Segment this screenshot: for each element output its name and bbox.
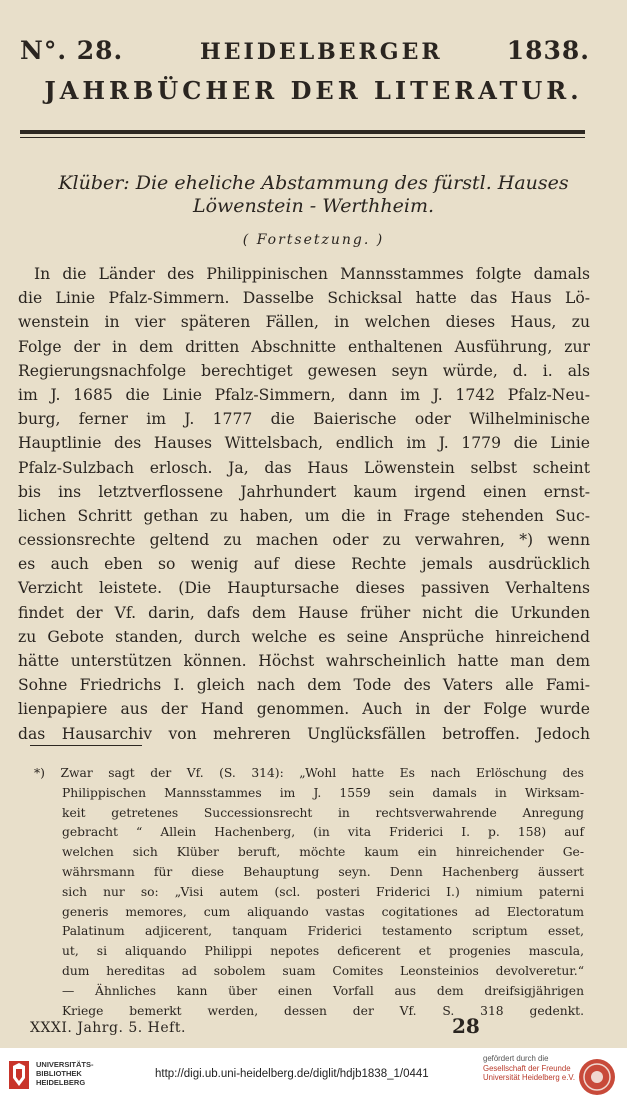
body-line: wenstein in vier späteren Fällen, in welchen dieses Haus, zu — [18, 313, 590, 332]
sponsor-seal-icon[interactable] — [578, 1058, 616, 1096]
body-line: cessionsrechte geltend zu machen oder zu verwahren, *) wenn — [18, 531, 590, 550]
footnote — [34, 764, 584, 1021]
body-line: lienpapiere aus der Hand genommen. Auch in der Folge wurde — [18, 700, 590, 719]
body-line: im J. 1685 die Linie Pfalz-Simmern, dann im J. 1742 Pfalz-Neu- — [18, 385, 590, 404]
body-line: In die Länder des Philippinischen Mannsstammes folgte damals — [34, 265, 590, 283]
footnote-line: währsmann für diese Behauptung seyn. Denn Hachenberg äussert — [62, 864, 584, 879]
body-line: Verzicht leistete. (Die Hauptursache dieses passiven Verhaltens — [18, 579, 590, 598]
library-logo[interactable] — [8, 1056, 108, 1096]
body-line: Sohne Friedrichs I. gleich nach dem Tode des Vaters alle Fami- — [18, 676, 590, 695]
body-line: es auch eben so wenig auf diese Rechte jemals ausdrücklich — [18, 555, 590, 574]
body-line: findet der Vf. darin, dafs dem Hause früher nicht die Urkunden — [18, 603, 590, 622]
journal-subtitle: JAHRBÜCHER DER LITERATUR. — [44, 76, 583, 105]
body-line: die Linie Pfalz-Simmern. Dasselbe Schicksal hatte das Haus Lö- — [18, 289, 590, 308]
body-text — [18, 262, 590, 746]
journal-name: HEIDELBERGER — [200, 39, 443, 65]
body-line: Regierungsnachfolge berechtiget gewesen seyn würde, d. i. als — [18, 361, 590, 380]
running-header — [20, 36, 590, 68]
body-line: Hauptlinie des Hauses Wittelsbach, endlich im J. 1779 die Linie — [18, 434, 590, 453]
issue-number: N°. 28. — [20, 36, 124, 65]
sponsor-line-3: Universität Heidelberg e.V. — [483, 1073, 576, 1082]
library-crest-icon — [8, 1060, 30, 1090]
viewer-footer-bar — [0, 1048, 627, 1101]
footnote-line: generis memores, cum aliquando vastas cogitationes ad Electoratum — [62, 904, 584, 919]
footnote-line: sich nur so: „Visi autem (scl. posteri Friderici I.) nimium paterni — [62, 884, 584, 899]
footnote-line: ut, si aliquando Philippi nepotes deficerent et progenies mascula, — [62, 944, 584, 959]
body-line: das Hausarchiv von mehreren Unglücksfällen betroffen. Jedoch — [18, 724, 590, 743]
body-line: Folge der in dem dritten Abschnitte enthaltenen Ausführung, zur — [18, 337, 590, 356]
body-line: Pfalz-Sulzbach erlosch. Ja, das Haus Löwenstein selbst scheint — [18, 458, 590, 477]
sheet-number: 28 — [452, 1014, 480, 1038]
article-title: Klüber: Die eheliche Abstammung des fürstl. Hauses — [58, 172, 569, 194]
header-rule — [20, 130, 585, 134]
footnote-line: — Ähnliches kann über einen Vorfall aus dem dreifsigjährigen — [62, 983, 584, 998]
footnote-line: Kriege bemerkt werden, dessen der Vf. S. 318 gedenkt. — [62, 1003, 584, 1018]
library-name-2: BIBLIOTHEK — [36, 1069, 82, 1078]
footnote-line: Palatinum adjicerent, tanquam Friderici testamento scriptum esset, — [62, 924, 584, 939]
sponsor-credit — [483, 1054, 575, 1083]
sponsor-line-2: Gesellschaft der Freunde — [483, 1063, 571, 1073]
body-line: hätte unterstützen können. Höchst wahrscheinlich hatte man dem — [18, 652, 590, 670]
footnote-line: gebracht “ Allein Hachenberg, (in vita Friderici I. p. 158) auf — [62, 825, 584, 840]
signature-mark: XXXI. Jahrg. 5. Heft. — [30, 1020, 186, 1036]
article-title-line2: Löwenstein - Werthheim. — [192, 195, 435, 217]
footnote-rule — [30, 745, 142, 746]
continuation-note: ( Fortsetzung. ) — [242, 232, 385, 248]
footnote-line: dum hereditas ad sobolem suam Comites Leonsteinios devolveretur.“ — [62, 963, 584, 978]
library-name-3: HEIDELBERG — [36, 1078, 86, 1087]
footnote-line: *) Zwar sagt der Vf. (S. 314): „Wohl hatte Es nach Erlöschung des — [34, 766, 584, 780]
footnote-line: Philippischen Mannsstammes im J. 1559 sein damals in Wirksam- — [62, 785, 584, 800]
body-line: zu Gebote standen, durch welche es seine Ansprüche hinreichend — [18, 627, 590, 646]
footnote-line: keit getretenes Successionsrecht in rechtsverwahrende Anregung — [62, 805, 584, 820]
body-line: bis ins letztverflossene Jahrhundert kaum irgend einen ernst- — [18, 482, 590, 501]
body-line: lichen Schritt gethan zu haben, um die in Frage stehenden Suc- — [18, 506, 590, 525]
permalink-url[interactable]: http://digi.ub.uni-heidelberg.de/diglit/hdjb1838_1/0441 — [155, 1068, 429, 1080]
sponsor-line-1: gefördert durch die — [483, 1054, 549, 1063]
year: 1838. — [506, 36, 590, 65]
body-line: burg, ferner im J. 1777 die Baierische oder Wilhelminische — [18, 410, 590, 429]
library-name-1: UNIVERSITÄTS- — [36, 1060, 94, 1069]
header-rule-thin — [20, 137, 585, 138]
footnote-line: welchen sich Klüber beruft, möchte kaum ein hinreichender Ge- — [62, 845, 584, 860]
